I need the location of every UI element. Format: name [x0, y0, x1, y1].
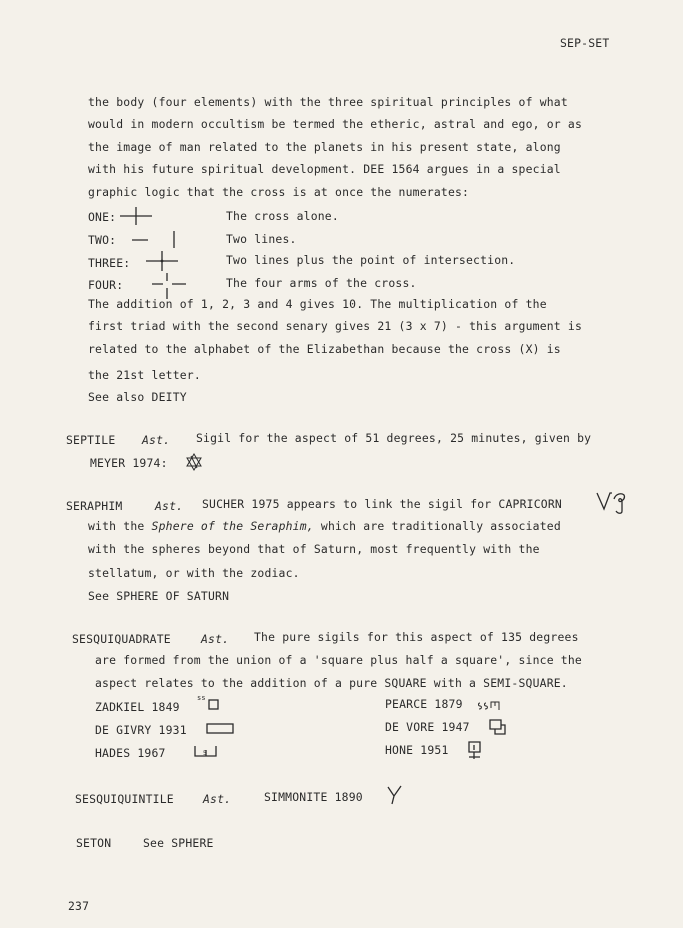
entry-term: SESQUIQUADRATE — [72, 632, 171, 646]
zadkiel-sigil-mark: ss — [197, 694, 206, 702]
intro-line: the body (four elements) with the three spiritual principles of what — [88, 95, 568, 109]
intro-line: the 21st letter. — [88, 368, 201, 382]
entry-term: SETON — [76, 836, 112, 850]
entry-line: with the Sphere of the Seraphim, which are traditionally associated — [88, 519, 561, 533]
source-citation: ZADKIEL 1849 — [95, 700, 180, 714]
source-citation: DE GIVRY 1931 — [95, 723, 187, 737]
de-givry-sigil-icon — [205, 720, 237, 736]
source-citation: HONE 1951 — [385, 743, 449, 757]
source-citation: DE VORE 1947 — [385, 720, 470, 734]
numerate-desc: Two lines. — [226, 232, 297, 246]
hone-sigil-icon — [466, 739, 486, 763]
entry-line: The pure sigils for this aspect of 135 degrees — [254, 630, 579, 644]
cross-with-point-icon — [144, 249, 180, 273]
entry-abbr: Ast. — [142, 433, 171, 447]
entry-line: with the spheres beyond that of Saturn, most frequently with the — [88, 542, 540, 556]
entry-abbr: Ast. — [203, 792, 232, 806]
entry-line: MEYER 1974: — [90, 456, 168, 470]
cross-icon — [118, 205, 154, 227]
two-lines-icon — [130, 228, 182, 250]
numerate-desc: The cross alone. — [226, 209, 339, 223]
numerate-label: ONE: — [88, 210, 117, 224]
see-also: See SPHERE OF SATURN — [88, 589, 230, 603]
numerate-label: THREE: — [88, 256, 131, 270]
de-vore-sigil-icon — [487, 717, 509, 739]
intro-line: The addition of 1, 2, 3 and 4 gives 10. The multiplication of the — [88, 297, 547, 311]
numerate-desc: The four arms of the cross. — [226, 276, 417, 290]
running-head: SEP-SET — [560, 36, 610, 50]
see-also: See also DEITY — [88, 390, 187, 404]
pearce-sigil-icon — [477, 698, 503, 714]
svg-text:5: 5 — [203, 750, 207, 757]
entry-term: SESQUIQUINTILE — [75, 792, 174, 806]
intro-line: related to the alphabet of the Elizabethan because the cross (X) is — [88, 342, 561, 356]
source-citation: PEARCE 1879 — [385, 697, 463, 711]
see-also: See SPHERE — [143, 836, 214, 850]
entry-term: SERAPHIM — [66, 499, 123, 513]
entry-line: stellatum, or with the zodiac. — [88, 566, 300, 580]
intro-line: with his future spiritual development. DEE 1564 argues in a special — [88, 162, 561, 176]
zadkiel-sigil-icon — [207, 698, 221, 712]
numerate-desc: Two lines plus the point of intersection. — [226, 253, 516, 267]
sesquiquintile-sigil-icon — [385, 784, 405, 806]
septile-sigil-icon — [184, 452, 204, 472]
entry-line: Sigil for the aspect of 51 degrees, 25 minutes, given by — [196, 431, 592, 445]
entry-line: are formed from the union of a 'square plus half a square', since the — [95, 653, 582, 667]
hades-sigil-icon — [192, 742, 220, 762]
entry-abbr: Ast. — [155, 499, 184, 513]
entry-line: aspect relates to the addition of a pure SQUARE with a SEMI-SQUARE. — [95, 676, 568, 690]
intro-line: the image of man related to the planets in his present state, along — [88, 140, 561, 154]
page-number: 237 — [68, 899, 90, 913]
source-citation: SIMMONITE 1890 — [264, 790, 363, 804]
capricorn-sigil-icon — [594, 489, 634, 515]
intro-line: graphic logic that the cross is at once the numerates: — [88, 185, 470, 199]
entry-term: SEPTILE — [66, 433, 116, 447]
source-citation: HADES 1967 — [95, 746, 166, 760]
intro-line: would in modern occultism be termed the etheric, astral and ego, or as — [88, 117, 583, 131]
numerate-label: TWO: — [88, 233, 117, 247]
entry-abbr: Ast. — [201, 632, 230, 646]
intro-line: first triad with the second senary gives 21 (3 x 7) - this argument is — [88, 319, 583, 333]
entry-line: SUCHER 1975 appears to link the sigil for CAPRICORN — [202, 497, 562, 511]
numerate-label: FOUR: — [88, 278, 124, 292]
